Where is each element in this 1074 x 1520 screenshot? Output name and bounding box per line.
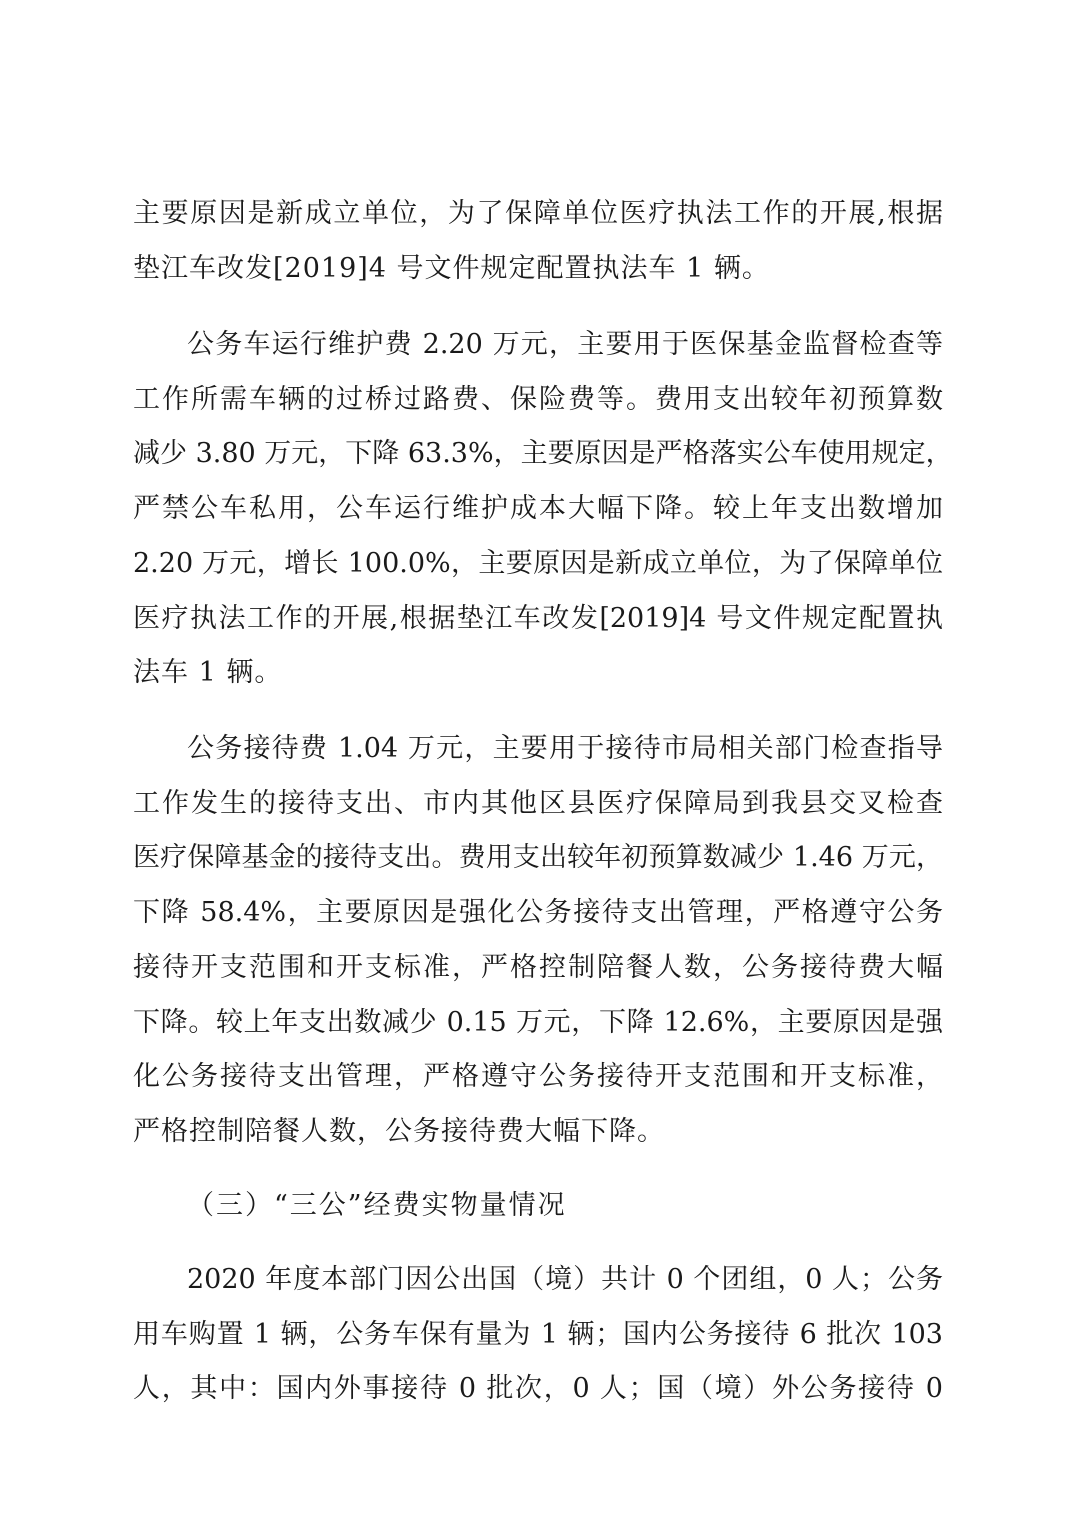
text-line: 化公务接待支出管理，严格遵守公务接待开支范围和开支标准， bbox=[133, 1061, 943, 1092]
text-line: 医疗保障基金的接待支出。费用支出较年初预算数减少 1.46 万元， bbox=[133, 842, 943, 873]
text-line: 接待开支范围和开支标准，严格控制陪餐人数，公务接待费大幅 bbox=[133, 952, 943, 983]
text-line: 下降 58.4%，主要原因是强化公务接待支出管理，严格遵守公务 bbox=[133, 897, 943, 928]
text-line: 减少 3.80 万元，下降 63.3%，主要原因是严格落实公车使用规定， bbox=[133, 438, 953, 469]
text-line: 医疗执法工作的开展,根据垫江车改发[2019]4 号文件规定配置执 bbox=[133, 603, 943, 634]
text-line: 法车 1 辆。 bbox=[133, 657, 283, 688]
paragraph-start-line: 公务接待费 1.04 万元，主要用于接待市局相关部门检查指导 bbox=[187, 733, 943, 764]
text-line: 工作所需车辆的过桥过路费、保险费等。费用支出较年初预算数 bbox=[133, 384, 943, 415]
section-heading: （三）“三公”经费实物量情况 bbox=[187, 1190, 567, 1221]
text-line: 严格控制陪餐人数，公务接待费大幅下降。 bbox=[133, 1116, 665, 1147]
text-line: 工作发生的接待支出、市内其他区县医疗保障局到我县交叉检查 bbox=[133, 788, 943, 819]
text-line: 严禁公车私用，公车运行维护成本大幅下降。较上年支出数增加 bbox=[133, 493, 943, 524]
paragraph-start-line: 公务车运行维护费 2.20 万元，主要用于医保基金监督检查等 bbox=[187, 329, 943, 360]
text-line: 下降。较上年支出数减少 0.15 万元，下降 12.6%，主要原因是强 bbox=[133, 1007, 943, 1038]
text-line: 主要原因是新成立单位，为了保障单位医疗执法工作的开展,根据 bbox=[133, 198, 943, 229]
text-line: 人，其中：国内外事接待 0 批次，0 人；国（境）外公务接待 0 bbox=[133, 1373, 943, 1404]
text-line: 2.20 万元，增长 100.0%，主要原因是新成立单位，为了保障单位 bbox=[133, 548, 943, 579]
text-line: 用车购置 1 辆，公务车保有量为 1 辆；国内公务接待 6 批次 103 bbox=[133, 1319, 943, 1350]
paragraph-start-line: 2020 年度本部门因公出国（境）共计 0 个团组，0 人；公务 bbox=[187, 1264, 943, 1295]
text-line: 垫江车改发[2019]4 号文件规定配置执法车 1 辆。 bbox=[133, 253, 770, 284]
